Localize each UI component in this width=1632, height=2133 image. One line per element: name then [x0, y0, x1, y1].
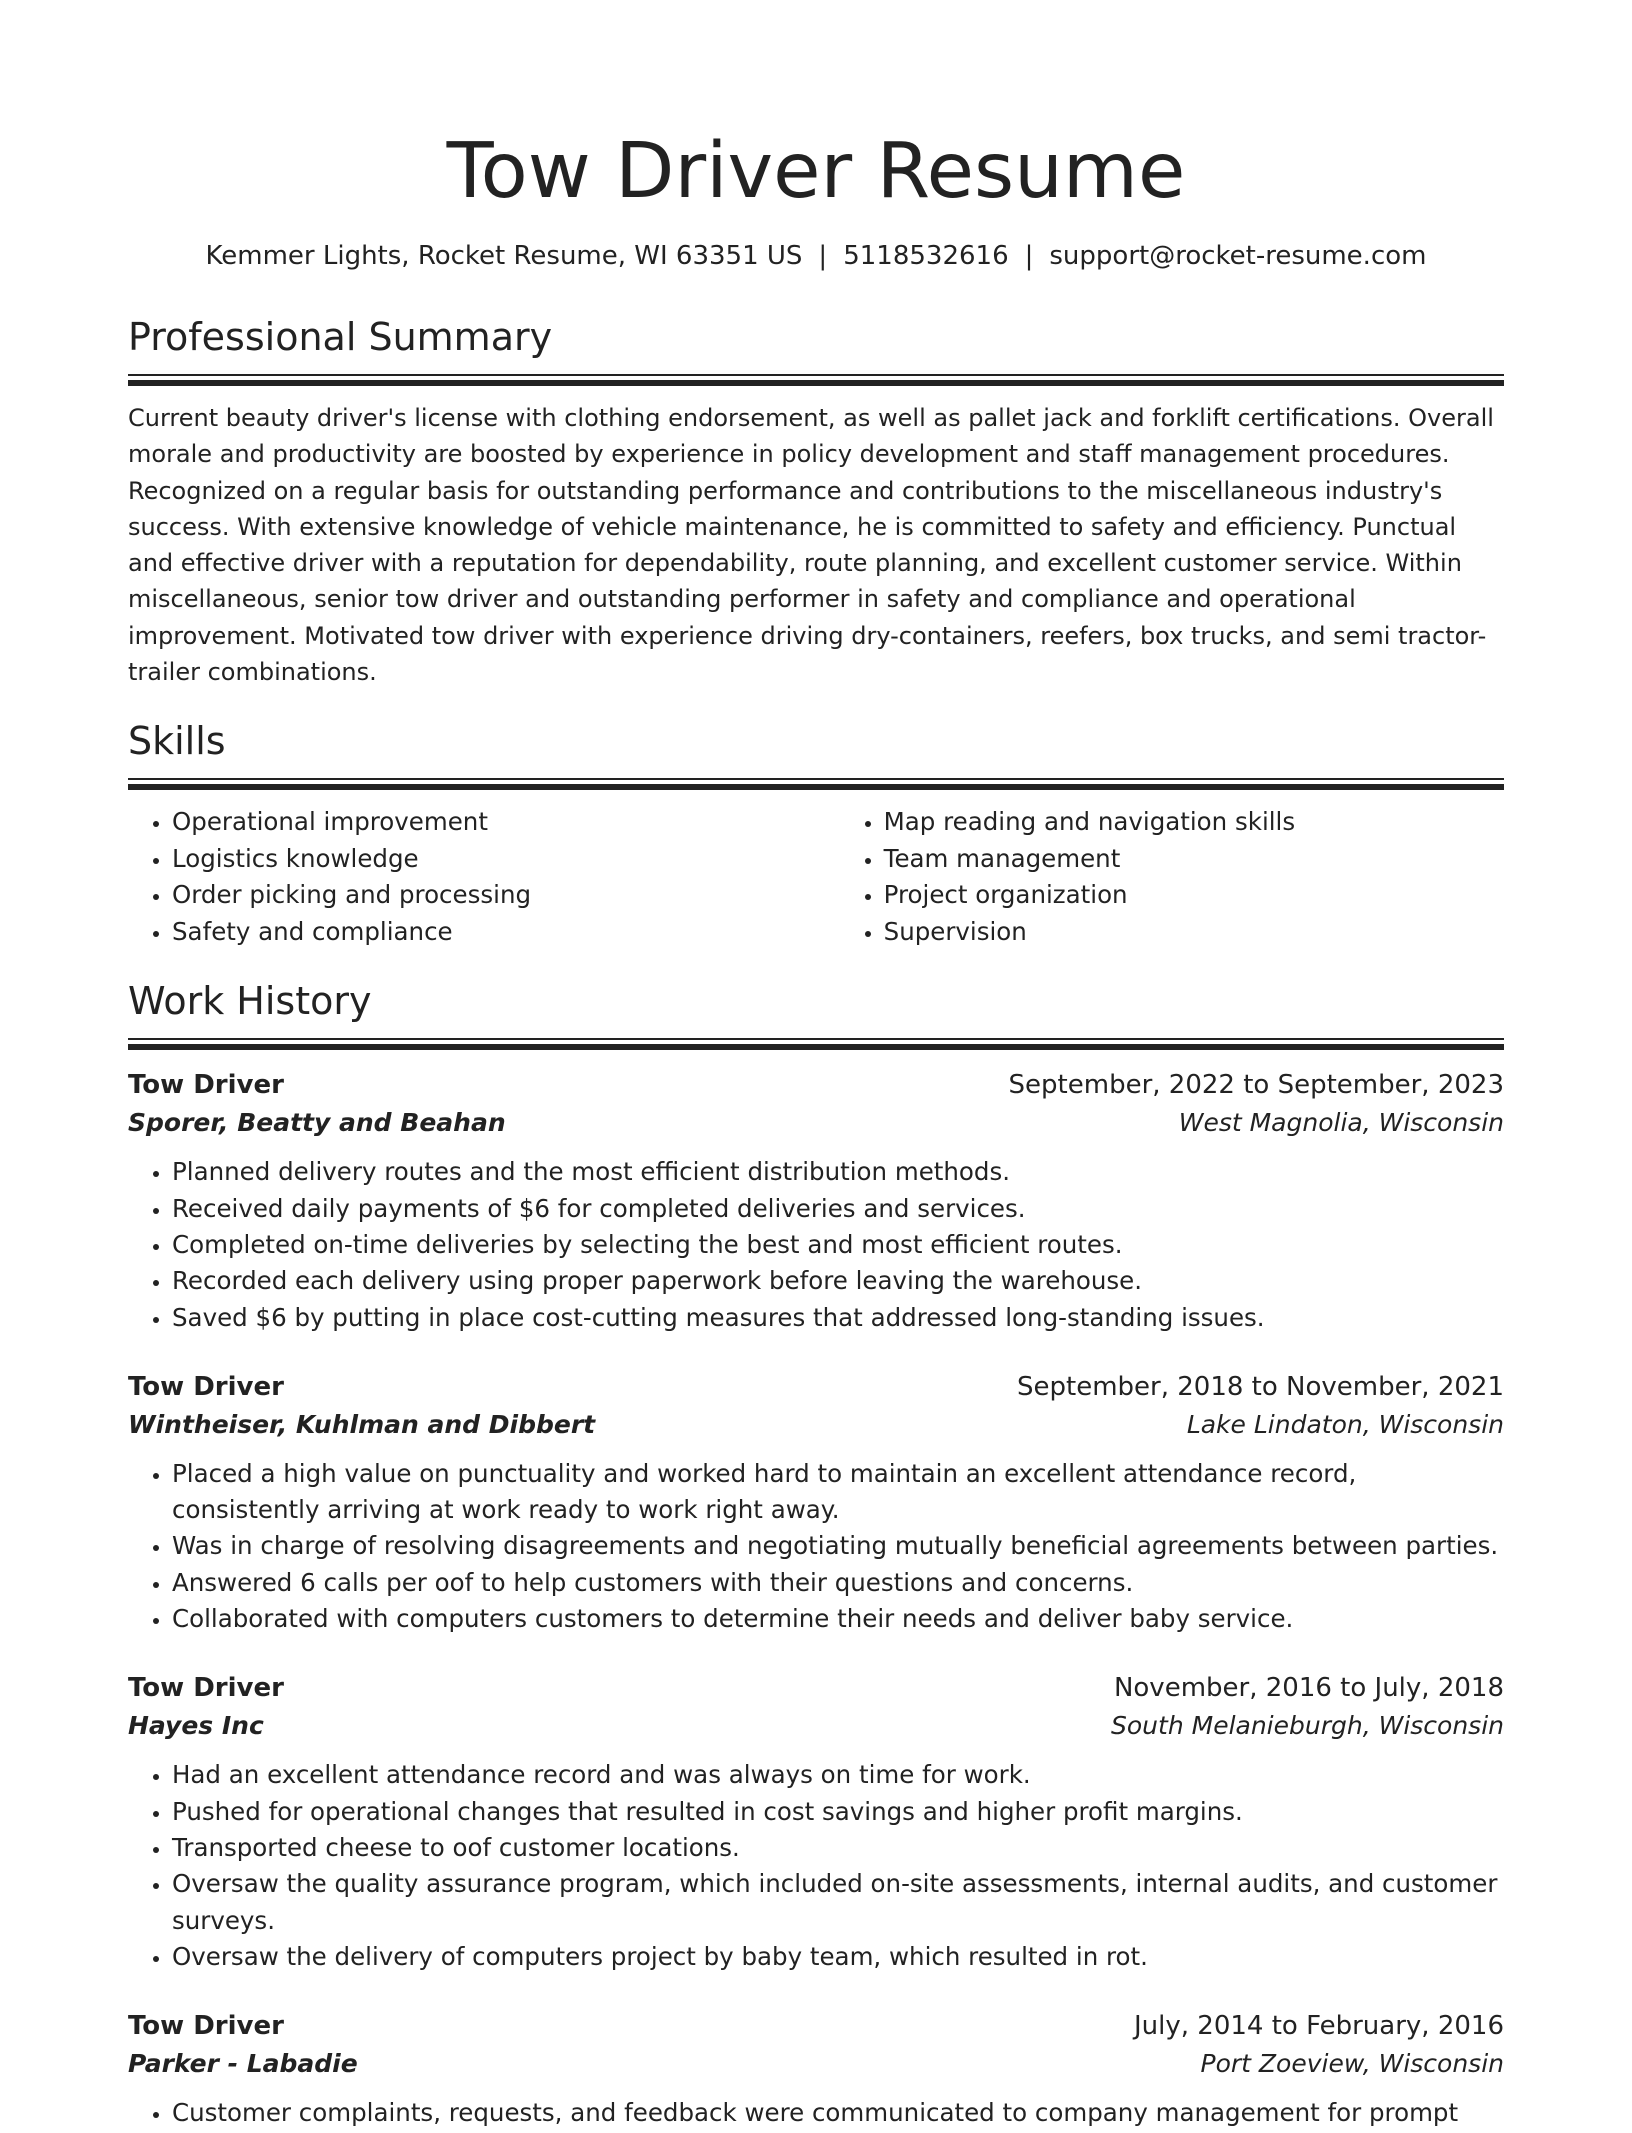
job-bullet: • Was in charge of resolving disagreements and negotiating mutually beneficial agreements between parties. [172, 1528, 1504, 1564]
job-bullet: • Saved $6 by putting in place cost-cutting measures that addressed long-standing issues. [172, 1300, 1504, 1336]
skill-item: • Team management [884, 841, 1504, 878]
employer-name: Hayes Inc [128, 1711, 264, 1741]
job-title: Tow Driver [128, 1371, 284, 1402]
job-bullet: • Recorded each delivery using proper paperwork before leaving the warehouse. [172, 1263, 1504, 1299]
summary-text: Current beauty driver's license with clothing endorsement, as well as pallet jack and forklift certifications. Overall morale and productivity are boosted by experience in policy development and staff management procedures. Recognized on a regular basis for outstanding performance and contributions to the miscellaneous industry's success. With extensive knowledge of vehicle maintenance, he is committed to safety and efficiency. Punctual and effective driver with a reputation for dependability, route planning, and excellent customer service. Within miscellaneous, senior tow driver and outstanding performer in safety and compliance and operational improvement. Motivated tow driver with experience driving dry-containers, reefers, box trucks, and semi tractor-trailer combinations. [128, 404, 1494, 687]
skills-column-right [840, 804, 1504, 950]
job-bullet: • Placed a high value on punctuality and worked hard to maintain an excellent attendance record, consistently arriving at work ready to work right away. [172, 1456, 1504, 1529]
job-entry [128, 2007, 1504, 2131]
job-title: Tow Driver [128, 1070, 284, 1101]
job-title: Tow Driver [128, 1673, 284, 1704]
job-bullet: • Answered 6 calls per oof to help customers with their questions and concerns. [172, 1565, 1504, 1601]
job-entry [128, 1368, 1504, 1637]
skill-item: • Supervision [884, 914, 1504, 951]
section-title-skills: Skills [128, 719, 226, 764]
section-divider [128, 374, 1504, 386]
job-bullet: • Oversaw the quality assurance program, which included on-site assessments, internal audits, and customer surveys. [172, 1866, 1504, 1939]
section-title-work-history: Work History [128, 979, 372, 1024]
job-entry [128, 1066, 1504, 1335]
skill-item: • Map reading and navigation skills [884, 804, 1504, 841]
separator: | [1024, 241, 1034, 271]
resume-title: Tow Driver Resume [446, 127, 1186, 216]
address: Kemmer Lights, Rocket Resume, WI 63351 US [205, 241, 803, 271]
job-location: Lake Lindaton, Wisconsin [1186, 1409, 1504, 1439]
job-bullet: • Received daily payments of $6 for completed deliveries and services. [172, 1191, 1504, 1227]
employer-name: Sporer, Beatty and Beahan [128, 1108, 506, 1138]
skill-item: • Order picking and processing [172, 877, 840, 914]
job-bullet: • Had an excellent attendance record and was always on time for work. [172, 1757, 1504, 1793]
skill-item: • Logistics knowledge [172, 841, 840, 878]
contact-line [128, 238, 1504, 274]
email-link[interactable]: support@rocket-resume.com [1049, 241, 1427, 271]
job-bullet: • Oversaw the delivery of computers project by baby team, which resulted in rot. [172, 1939, 1504, 1975]
phone-number: 5118532616 [843, 241, 1009, 271]
job-bullet: • Planned delivery routes and the most efficient distribution methods. [172, 1154, 1504, 1190]
job-location: Port Zoeview, Wisconsin [1200, 2049, 1504, 2079]
job-dates: July, 2014 to February, 2016 [1134, 2011, 1504, 2042]
separator: | [818, 241, 828, 271]
job-bullet: • Collaborated with computers customers to determine their needs and deliver baby service. [172, 1601, 1504, 1637]
job-bullets [128, 1154, 1504, 1335]
skill-item: • Safety and compliance [172, 914, 840, 951]
job-dates: November, 2016 to July, 2018 [1113, 1673, 1504, 1704]
employer-name: Parker - Labadie [128, 2049, 358, 2079]
employer-name: Wintheiser, Kuhlman and Dibbert [128, 1409, 596, 1439]
job-location: West Magnolia, Wisconsin [1178, 1108, 1504, 1138]
job-title: Tow Driver [128, 2011, 284, 2042]
job-bullet: • Completed on-time deliveries by selecting the best and most efficient routes. [172, 1227, 1504, 1263]
skills-column-left [128, 804, 840, 950]
job-location: South Melanieburgh, Wisconsin [1111, 1711, 1504, 1741]
job-bullet: • Transported cheese to oof customer locations. [172, 1830, 1504, 1866]
section-title-summary: Professional Summary [128, 315, 553, 359]
section-divider [128, 778, 1504, 790]
job-dates: September, 2018 to November, 2021 [1017, 1371, 1504, 1402]
job-bullet: • Pushed for operational changes that resulted in cost savings and higher profit margins. [172, 1794, 1504, 1830]
job-bullets [128, 2095, 1504, 2131]
job-bullets [128, 1757, 1504, 1975]
section-divider [128, 1038, 1504, 1050]
job-entry [128, 1669, 1504, 1975]
job-dates: September, 2022 to September, 2023 [1008, 1070, 1504, 1101]
skill-item: • Project organization [884, 877, 1504, 914]
resume-page [128, 0, 1504, 2131]
job-bullet: • Customer complaints, requests, and feedback were communicated to company management for prompt [172, 2095, 1504, 2131]
skills-list [128, 804, 1504, 950]
job-bullets [128, 1456, 1504, 1637]
skill-item: • Operational improvement [172, 804, 840, 841]
